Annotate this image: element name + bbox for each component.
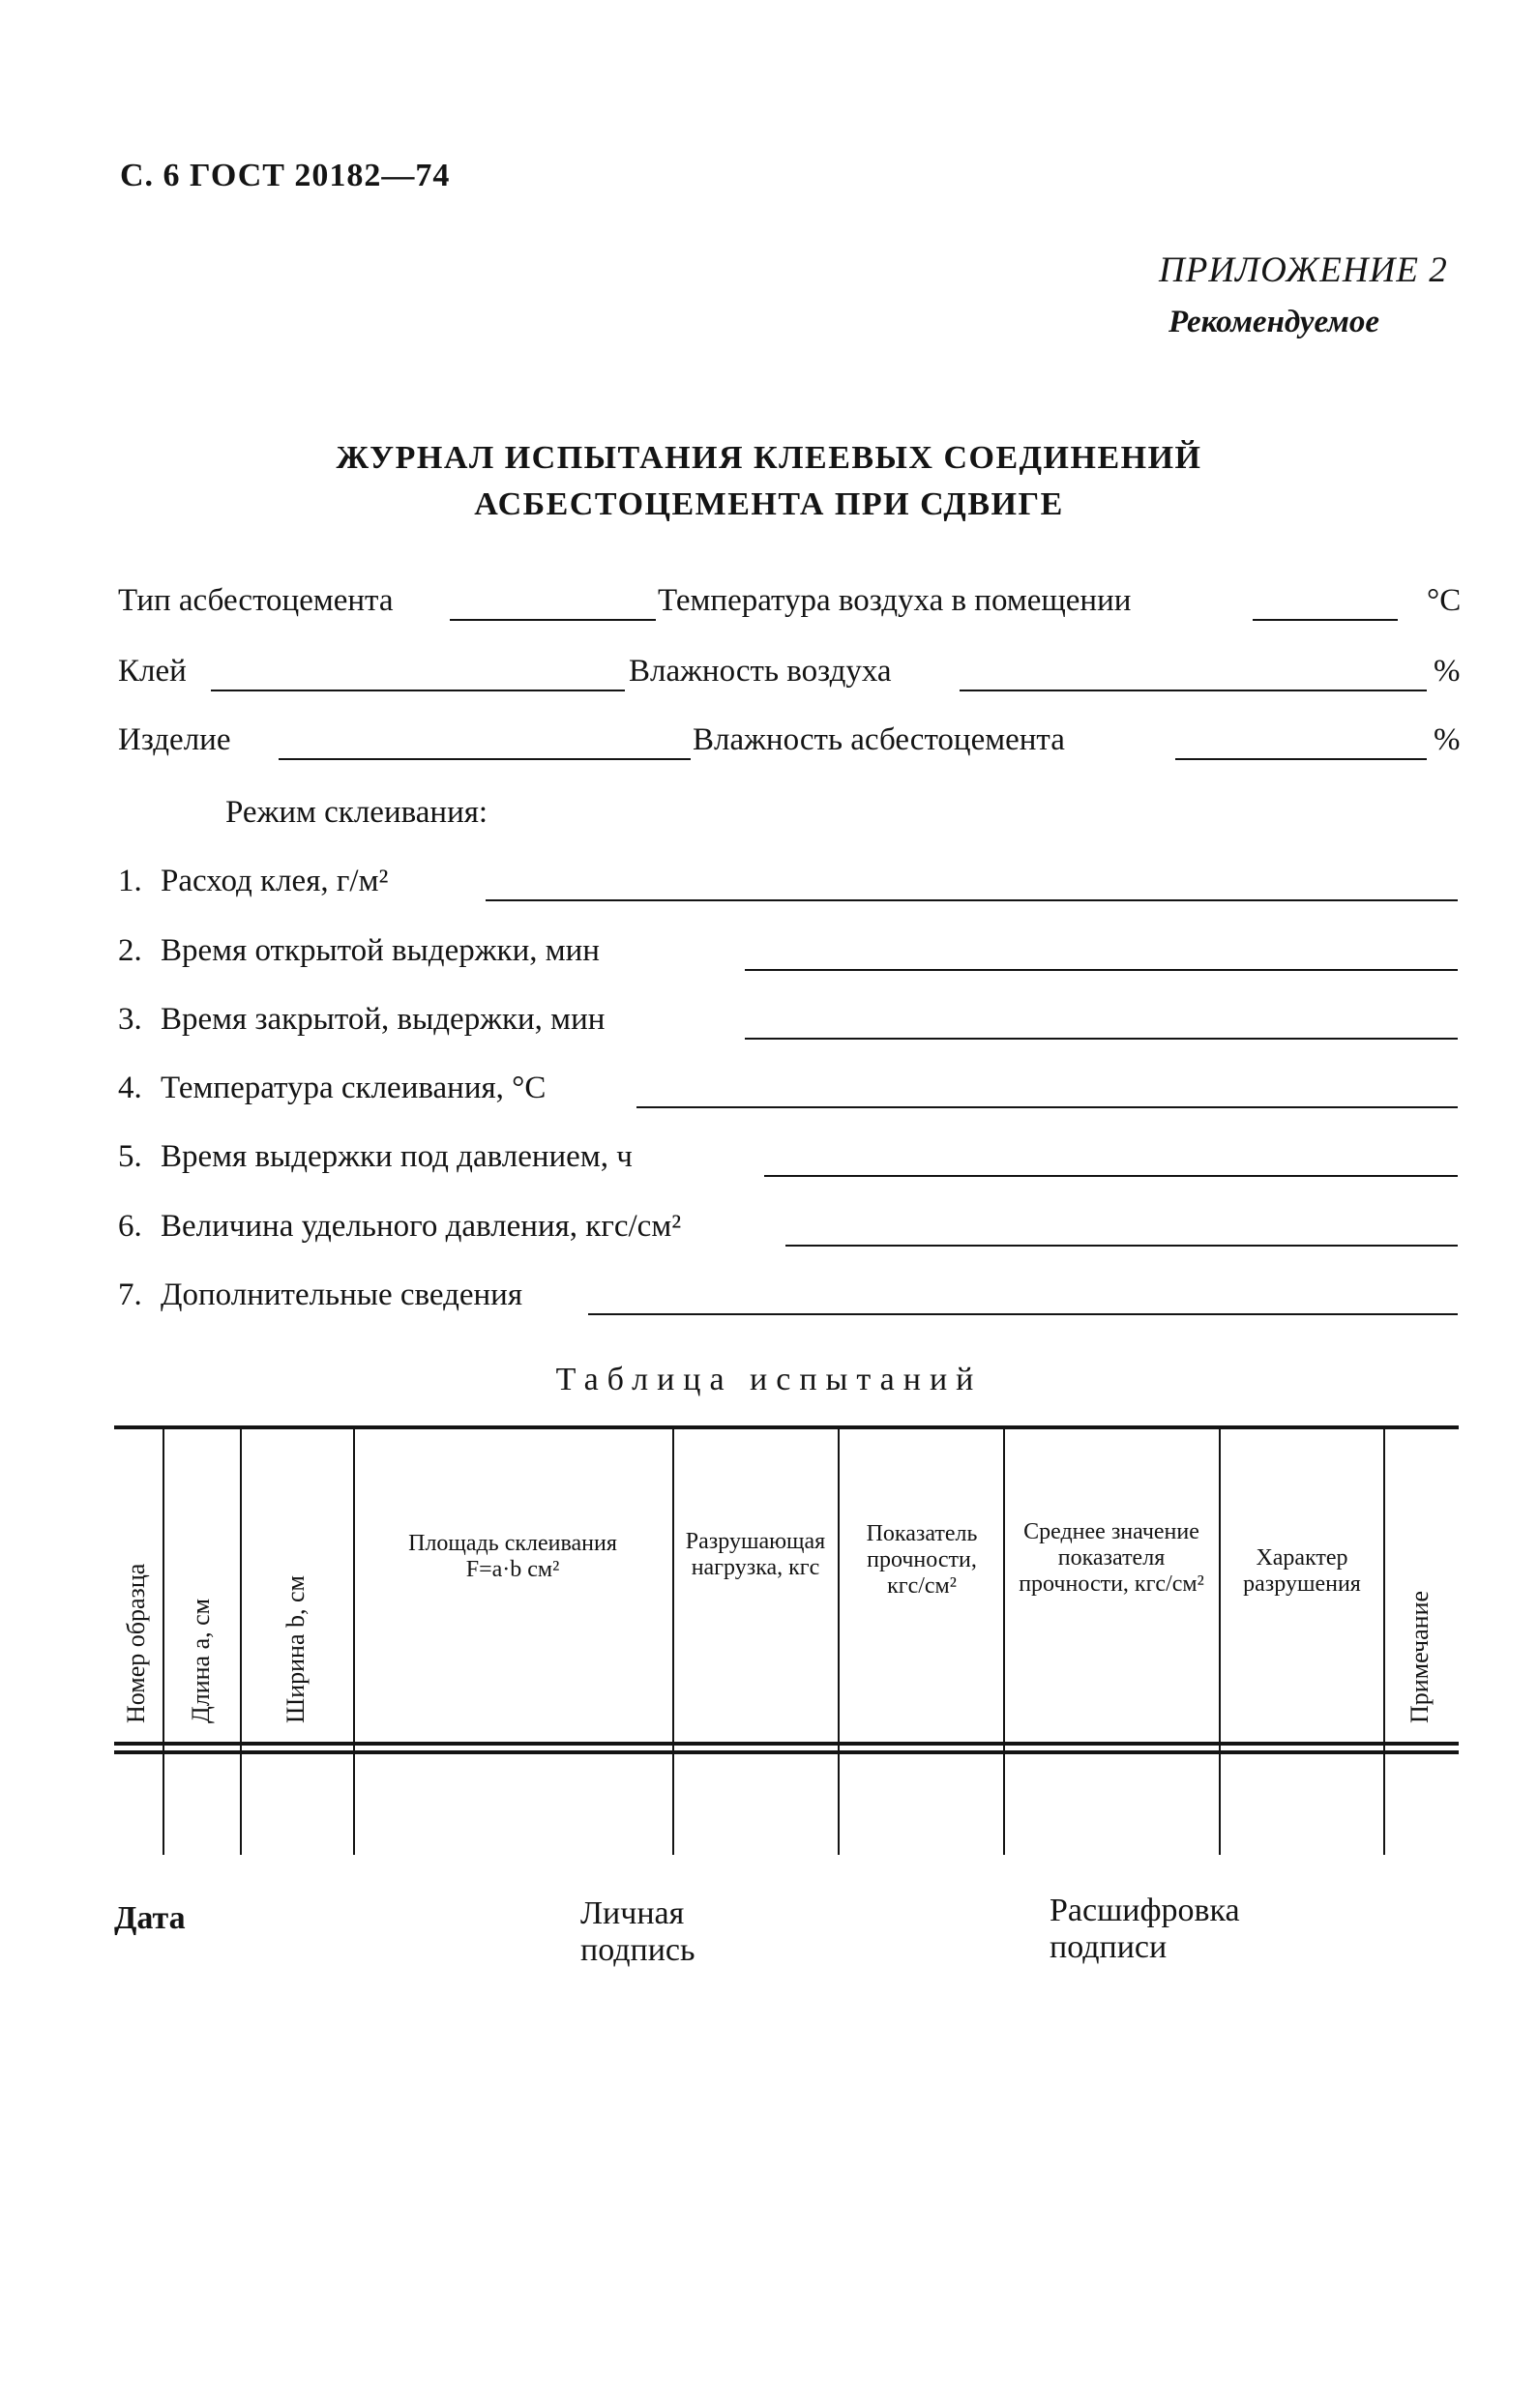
mode-item-blank[interactable] (764, 1175, 1458, 1177)
column-header-average-strength: Среднее значение показателя прочности, кгс/см² (1019, 1519, 1204, 1597)
mode-item-number: 6. (118, 1209, 142, 1244)
air-temp-blank[interactable] (1253, 619, 1398, 621)
air-humidity-label: Влажность воздуха (629, 654, 892, 689)
air-temp-label: Температура воздуха в помещении (658, 583, 1132, 618)
column-header-area: Площадь склеивания F=a·b см² (408, 1531, 617, 1582)
mode-item-number: 2. (118, 933, 142, 968)
table-column-divider (353, 1429, 355, 1855)
document-title-line2: АСБЕСТОЦЕМЕНТА ПРИ СДВИГЕ (474, 486, 1064, 522)
column-header-failure-type: Характер разрушения (1243, 1545, 1361, 1597)
table-column-divider (838, 1429, 840, 1855)
column-header-length: Длина a, см (187, 1598, 215, 1723)
column-header-note: Примечание (1405, 1590, 1434, 1723)
mode-item-blank[interactable] (588, 1313, 1458, 1315)
mode-heading: Режим склеивания: (225, 795, 488, 830)
date-label: Дата (114, 1900, 186, 1936)
mode-item-blank[interactable] (785, 1245, 1458, 1247)
column-header-strength: Показатель прочности, кгс/см² (866, 1521, 978, 1599)
mode-item-label: Время закрытой, выдержки, мин (161, 1002, 606, 1037)
table-top-rule (114, 1425, 1459, 1429)
mode-item-label: Температура склеивания, °С (161, 1071, 547, 1105)
table-column-divider (163, 1429, 164, 1855)
glue-blank[interactable] (211, 690, 625, 691)
mode-item-number: 7. (118, 1277, 142, 1312)
table-header-rule (114, 1750, 1459, 1754)
mode-item-blank[interactable] (486, 899, 1458, 901)
mode-item-number: 4. (118, 1071, 142, 1105)
column-header-breaking-load: Разрушающая нагрузка, кгс (685, 1529, 826, 1580)
signature-decode-label: Расшифровка подписи (1050, 1893, 1240, 1965)
mode-item-label: Величина удельного давления, кгс/см² (161, 1209, 682, 1244)
page-reference: С. 6 ГОСТ 20182—74 (120, 158, 451, 193)
mode-item-number: 5. (118, 1139, 142, 1174)
table-caption: Таблица испытаний (555, 1362, 983, 1397)
cement-humidity-blank[interactable] (1175, 758, 1427, 760)
mode-item-label: Время выдержки под давлением, ч (161, 1139, 633, 1174)
mode-item-number: 1. (118, 864, 142, 898)
glue-label: Клей (118, 654, 187, 689)
mode-item-label: Время открытой выдержки, мин (161, 933, 600, 968)
mode-item-label: Расход клея, г/м² (161, 864, 389, 898)
table-column-divider (240, 1429, 242, 1855)
product-label: Изделие (118, 722, 231, 757)
table-column-divider (672, 1429, 674, 1855)
table-header-rule (114, 1742, 1459, 1746)
air-humidity-blank[interactable] (960, 690, 1427, 691)
mode-item-blank[interactable] (745, 1038, 1458, 1040)
appendix-status: Рекомендуемое (1168, 305, 1380, 339)
appendix-label: ПРИЛОЖЕНИЕ 2 (1159, 250, 1448, 290)
product-blank[interactable] (279, 758, 691, 760)
table-column-divider (1219, 1429, 1221, 1855)
cement-type-label: Тип асбестоцемента (118, 583, 394, 618)
mode-item-label: Дополнительные сведения (161, 1277, 523, 1312)
table-column-divider (1003, 1429, 1005, 1855)
mode-item-blank[interactable] (745, 969, 1458, 971)
cement-humidity-label: Влажность асбестоцемента (693, 722, 1065, 757)
document-title-line1: ЖУРНАЛ ИСПЫТАНИЯ КЛЕЕВЫХ СОЕДИНЕНИЙ (336, 440, 1202, 476)
table-column-divider (1383, 1429, 1385, 1855)
column-header-sample-number: Номер образца (122, 1563, 150, 1723)
cement-humidity-unit: % (1434, 722, 1461, 757)
signature-label: Личная подпись (580, 1895, 695, 1968)
column-header-width: Ширина b, см (281, 1574, 310, 1723)
mode-item-blank[interactable] (636, 1106, 1458, 1108)
air-humidity-unit: % (1434, 654, 1461, 689)
mode-item-number: 3. (118, 1002, 142, 1037)
cement-type-blank[interactable] (450, 619, 656, 621)
air-temp-unit: °С (1427, 583, 1462, 618)
